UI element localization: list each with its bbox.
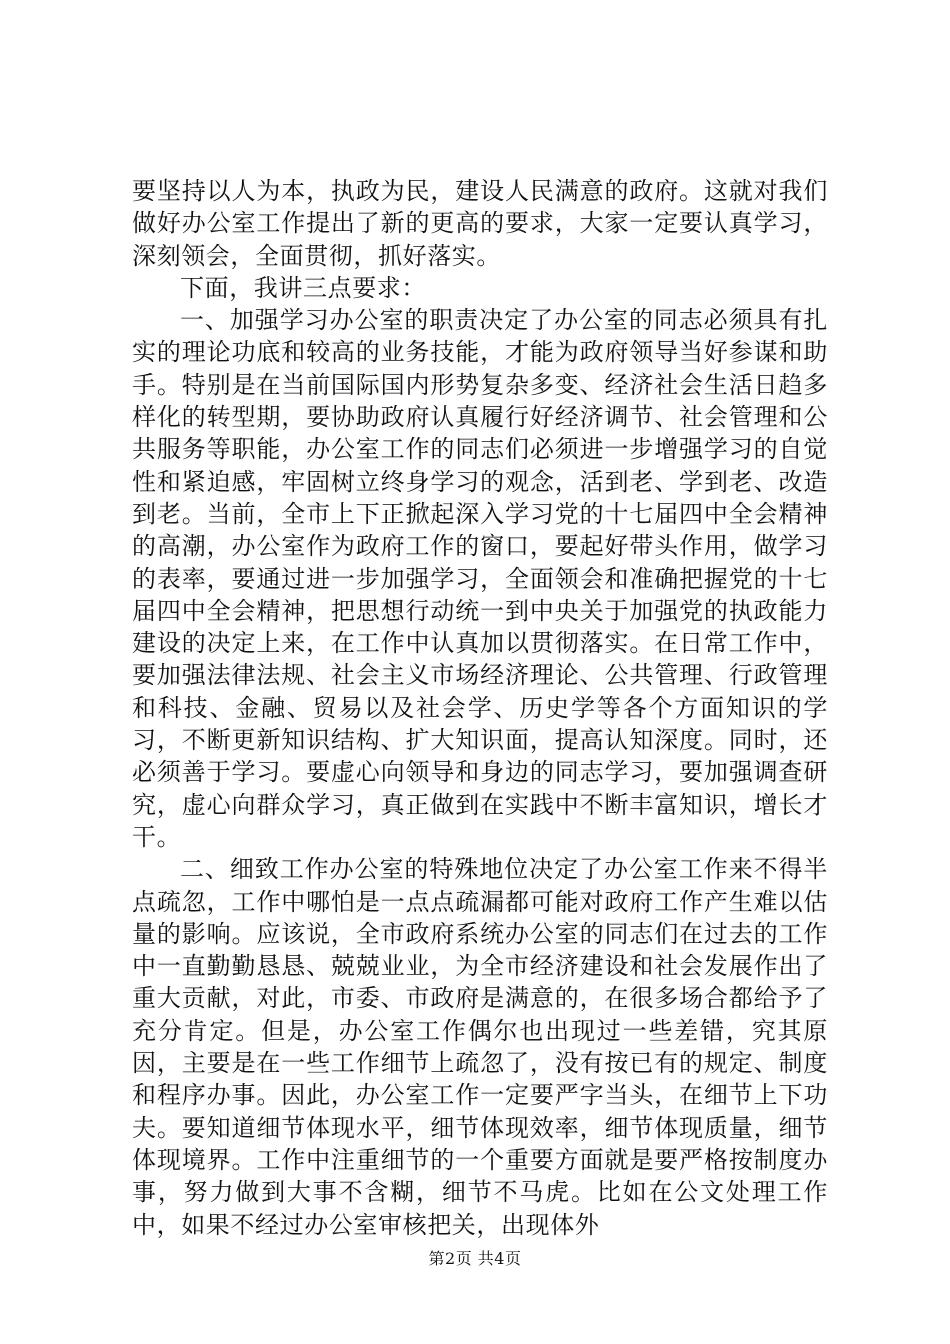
paragraph-point-two-detail: 二、细致工作办公室的特殊地位决定了办公室工作来不得半点疏忽，工作中哪怕是一点点疏漏都可能对政府工作产生难以估量的影响。应该说，全市政府系统办公室的同志们在过去的工作中一直勤勤恳恳、兢兢业业，为全市经济建设和社会发展作出了重大贡献，对此，市委、市政府是满意的，在很多场合都给予了充分肯定。但是，办公室工作偶尔也出现过一些差错，究其原因，主要是在一些工作细节上疏忽了，没有按已有的规定、制度和程序办事。因此，办公室工作一定要严字当头，在细节上下功夫。要知道细节体现水平，细节体现效率，细节体现质量，细节体现境界。工作中注重细节的一个重要方面就是要严格按制度办事，努力做到大事不含糊，细节不马虎。比如在公文处理工作中，如果不经过办公室审核把关，出现体外 xyxy=(132,855,828,1239)
paragraph-requirements-lead: 下面，我讲三点要求： xyxy=(180,273,426,302)
page-number-footer: 第2页 共4页 xyxy=(428,1249,522,1268)
document-body xyxy=(132,175,828,1241)
paragraph-point-one-study: 一、加强学习办公室的职责决定了办公室的同志必须具有扎实的理论功底和较高的业务技能，才能为政府领导当好参谋和助手。特别是在当前国际国内形势复杂多变、经济社会生活日趋多样化的转型期，要协助政府认真履行好经济调节、社会管理和公共服务等职能，办公室工作的同志们必须进一步增强学习的自觉性和紧迫感，牢固树立终身学习的观念，活到老、学到老、改造到老。当前，全市上下正掀起深入学习党的十七届四中全会精神的高潮，办公室作为政府工作的窗口，要起好带头作用，做学习的表率，要通过进一步加强学习，全面领会和准确把握党的十七届四中全会精神，把思想行动统一到中央关于加强党的执政能力建设的决定上来，在工作中认真加以贯彻落实。在日常工作中，要加强法律法规、社会主义市场经济理论、公共管理、行政管理和科技、金融、贸易以及社会学、历史学等各个方面知识的学习，不断更新知识结构、扩大知识面，提高认知深度。同时，还必须善于学习。要虚心向领导和身边的同志学习，要加强调查研究，虚心向群众学习，真正做到在实践中不断丰富知识，增长才干。 xyxy=(132,306,828,851)
paragraph-intro: 要坚持以人为本，执政为民，建设人民满意的政府。这就对我们做好办公室工作提出了新的更高的要求，大家一定要认真学习，深刻领会，全面贯彻，抓好落实。 xyxy=(132,177,828,270)
